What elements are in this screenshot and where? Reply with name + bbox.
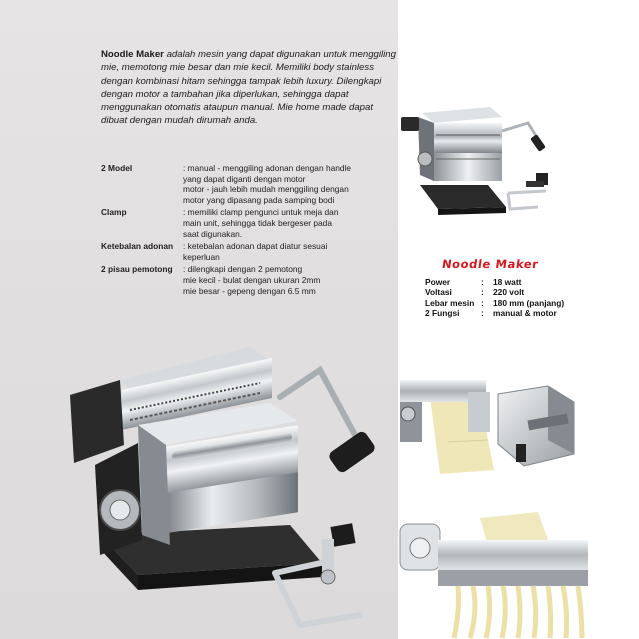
summary-value: 180 mm (panjang) <box>493 297 565 308</box>
summary-key: Power <box>425 277 451 287</box>
intro-body: adalah mesin yang dapat digunakan untuk menggiling mie, memotong mie besar dan mie kecil. Memiliki body stainless dengan kombinasi hitam sehingga tampak lebih luxury. Dilengkapi dengan motor a tambahan jika diperlukan, sehingga dapat menggunakan otomatis ataupun manual. Mie home made dapat dibuat dengan mudah dirumah anda. <box>101 49 396 127</box>
spec-line: yang dapat diganti dengan motor <box>183 173 306 184</box>
intro-paragraph <box>101 48 397 128</box>
spec-line: : memiliki clamp pengunci untuk meja dan <box>183 207 339 218</box>
spec-row-blades <box>101 264 397 296</box>
spec-value <box>183 163 397 205</box>
summary-key: Voltasi <box>425 287 452 298</box>
spec-line: mie besar - gepeng dengan 6.5 mm <box>183 285 316 296</box>
spec-line: main unit, sehingga tidak bergeser pada <box>183 217 332 228</box>
noodle-cutting-photo <box>398 510 598 639</box>
summary-key: Lebar mesin <box>425 297 475 308</box>
spec-row-model <box>101 163 397 205</box>
summary-value: 18 watt <box>493 277 522 287</box>
spec-label: 2 pisau pemotong <box>101 264 173 275</box>
summary-row <box>425 298 630 308</box>
spec-line: : dilengkapi dengan 2 pemotong <box>183 264 303 275</box>
summary-key: 2 Fungsi <box>425 308 460 319</box>
large-pasta-machine-photo <box>60 325 395 630</box>
summary-table <box>425 277 630 319</box>
summary-colon: : <box>481 287 484 298</box>
spec-label: Ketebalan adonan <box>101 241 174 252</box>
spec-row-thickness <box>101 241 397 262</box>
spec-list <box>101 163 397 298</box>
spec-summary <box>425 257 630 319</box>
summary-colon: : <box>481 308 484 319</box>
summary-colon: : <box>481 277 484 287</box>
spec-label: 2 Model <box>101 163 133 173</box>
summary-row <box>425 277 630 287</box>
summary-value: manual & motor <box>493 308 557 319</box>
summary-title: Noodle Maker <box>441 257 540 271</box>
spec-line: : manual - menggiling adonan dengan handle <box>183 163 352 173</box>
spec-value <box>183 207 397 239</box>
spec-line: motor - jauh lebih mudah menggiling dengan <box>183 184 349 195</box>
motor-attachment-photo <box>398 362 588 474</box>
spec-label: Clamp <box>101 207 127 218</box>
summary-row <box>425 287 630 297</box>
spec-value <box>183 264 397 296</box>
summary-colon: : <box>481 297 484 308</box>
spec-line: : ketebalan adonan dapat diatur sesuai <box>183 241 328 252</box>
small-pasta-machine-photo <box>398 95 563 220</box>
spec-line: saat digunakan. <box>183 228 243 239</box>
spec-line: mie kecil - bulat dengan ukuran 2mm <box>183 274 321 285</box>
summary-row <box>425 308 630 318</box>
spec-line: keperluan <box>183 251 220 262</box>
spec-line: motor yang dipasang pada samping bodi <box>183 194 335 205</box>
spec-row-clamp <box>101 207 397 239</box>
spec-value <box>183 241 397 262</box>
intro-lead: Noodle Maker <box>101 49 164 60</box>
summary-value: 220 volt <box>493 287 525 298</box>
